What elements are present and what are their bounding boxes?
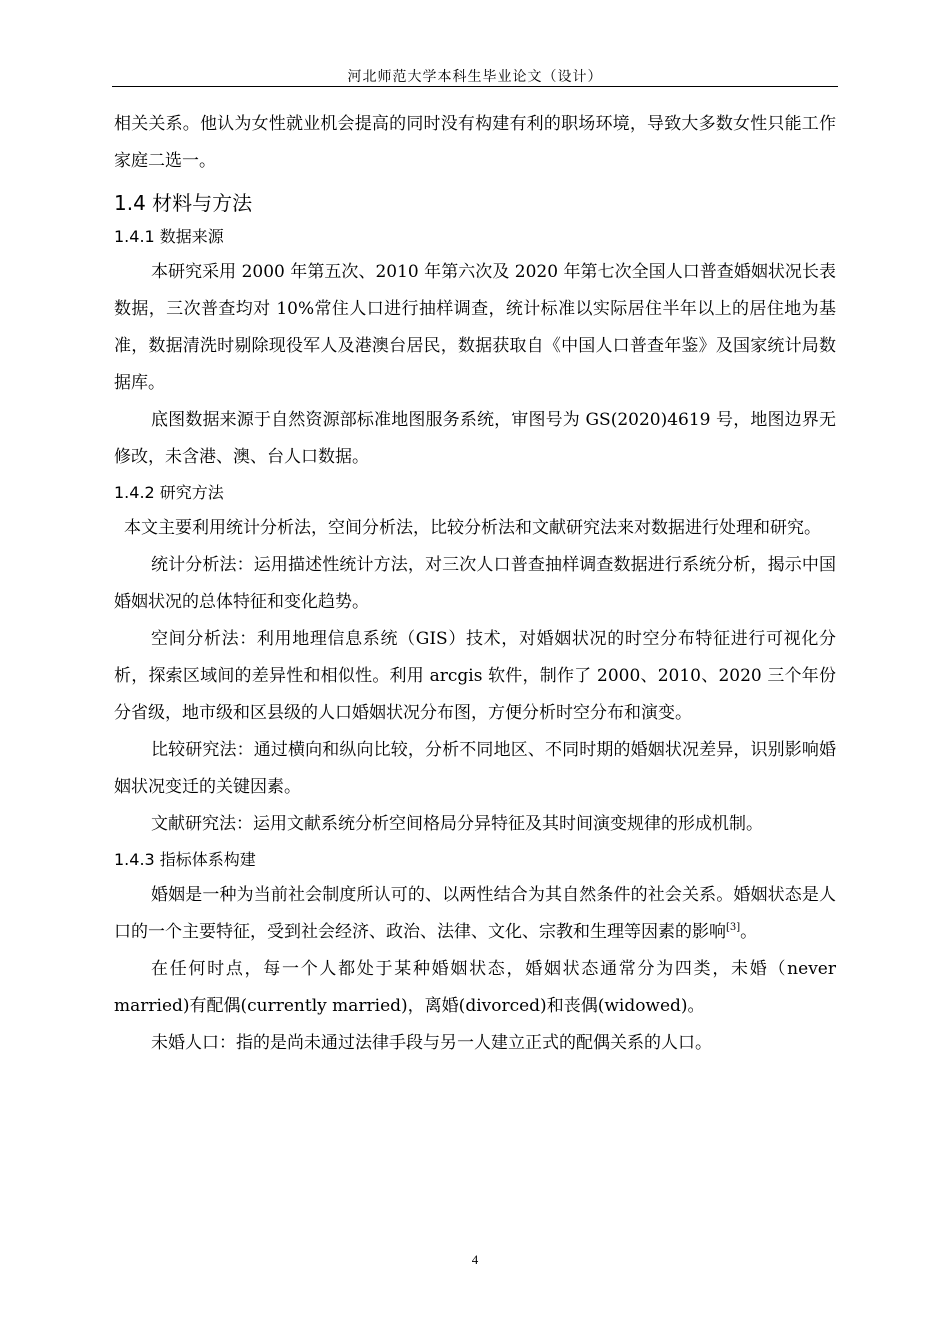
paragraph-index-1-end: 。 <box>740 922 758 942</box>
citation-ref: [3] <box>726 922 741 933</box>
paragraph-index-2: 在任何时点，每一个人都处于某种婚姻状态，婚姻状态通常分为四类，未婚（never married)有配偶(currently married)，离婚(divorced)和丧偶(widowed)。 <box>114 959 836 1016</box>
subsection-heading-1-4-3: 1.4.3 指标体系构建 <box>114 850 256 869</box>
paragraph-method-spatial: 空间分析法：利用地理信息系统（GIS）技术，对婚姻状况的时空分布特征进行可视化分析，探索区域间的差异性和相似性。利用 arcgis 软件，制作了 2000、2010、2020 三个年份分省级，地市级和区县级的人口婚姻状况分布图，方便分析时空分布和演变。 <box>114 629 836 723</box>
paragraph-index-3: 未婚人口：指的是尚未通过法律手段与另一人建立正式的配偶关系的人口。 <box>151 1033 712 1053</box>
paragraph-method-statistics: 统计分析法：运用描述性统计方法，对三次人口普查抽样调查数据进行系统分析，揭示中国婚姻状况的总体特征和变化趋势。 <box>114 555 836 612</box>
subsection-heading-1-4-1: 1.4.1 数据来源 <box>114 227 224 246</box>
page-number: 4 <box>471 1252 479 1267</box>
page-body <box>114 106 836 1062</box>
paragraph-data-source-1: 本研究采用 2000 年第五次、2010 年第六次及 2020 年第七次全国人口普查婚姻状况长表数据，三次普查均对 10%常住人口进行抽样调查，统计标准以实际居住半年以上的居住地为基准，数据清洗时剔除现役军人及港澳台居民，数据获取自《中国人口普查年鉴》及国家统计局数据库。 <box>114 262 836 393</box>
paragraph-continued: 相关关系。他认为女性就业机会提高的同时没有构建有利的职场环境，导致大多数女性只能工作家庭二选一。 <box>114 114 836 171</box>
page-header: 河北师范大学本科生毕业论文（设计） <box>347 69 603 85</box>
paragraph-index-1 <box>114 877 836 951</box>
header-rule <box>112 86 838 87</box>
section-heading-1-4: 1.4 材料与方法 <box>114 191 253 215</box>
paragraph-index-1-text: 婚姻是一种为当前社会制度所认可的、以两性结合为其自然条件的社会关系。婚姻状态是人口的一个主要特征，受到社会经济、政治、法律、文化、宗教和生理等因素的影响 <box>114 885 836 942</box>
paragraph-method-comparison: 比较研究法：通过横向和纵向比较，分析不同地区、不同时期的婚姻状况差异，识别影响婚姻状况变迁的关键因素。 <box>114 740 836 797</box>
paragraph-data-source-2: 底图数据来源于自然资源部标准地图服务系统，审图号为 GS(2020)4619 号，地图边界无修改，未含港、澳、台人口数据。 <box>114 410 836 467</box>
paragraph-method-literature: 文献研究法：运用文献系统分析空间格局分异特征及其时间演变规律的形成机制。 <box>151 814 763 834</box>
subsection-heading-1-4-2: 1.4.2 研究方法 <box>114 483 224 502</box>
paragraph-method-intro: 本文主要利用统计分析法，空间分析法，比较分析法和文献研究法来对数据进行处理和研究。 <box>124 518 821 538</box>
